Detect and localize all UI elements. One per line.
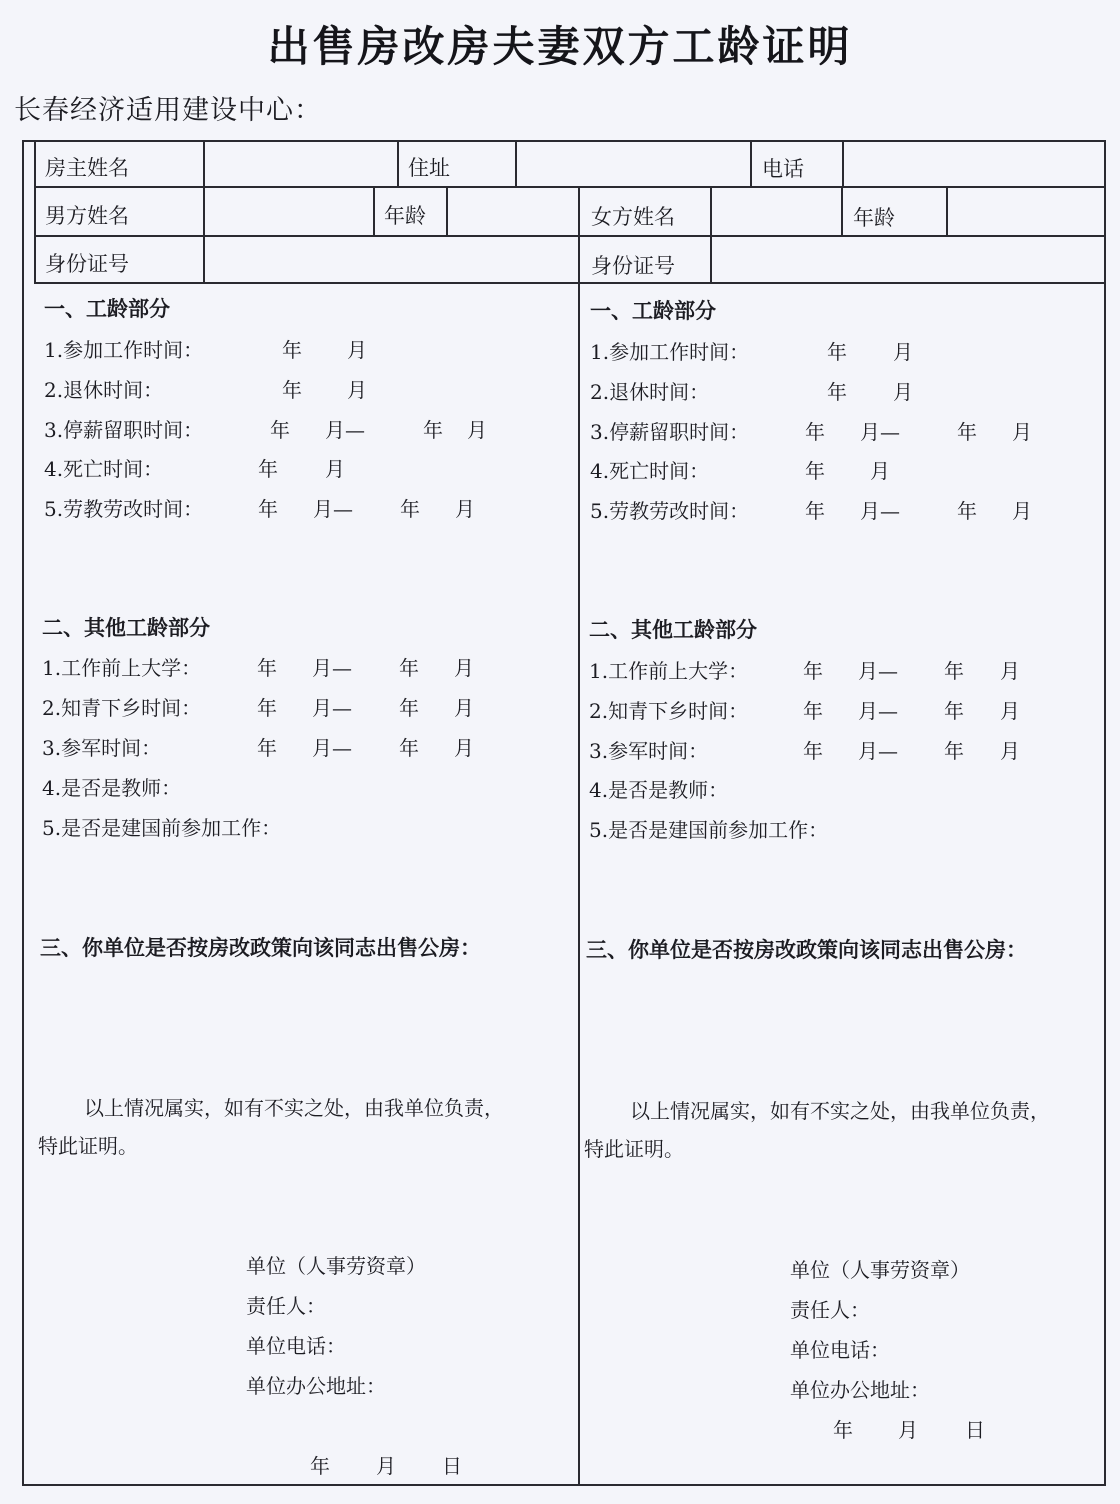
right-sign-phone: 单位电话： — [790, 1338, 890, 1362]
date-month-dash: 月— — [858, 659, 898, 683]
sign-date-year: 年 — [310, 1454, 330, 1478]
date-month-dash: 月— — [860, 420, 900, 444]
col-line-r1-a — [203, 140, 205, 284]
address-label: 住址 — [408, 156, 450, 180]
left-sign-phone: 单位电话： — [246, 1334, 346, 1358]
col-line-r1-c — [515, 140, 517, 187]
date-month: 月 — [1012, 499, 1032, 523]
right-s2-item-1: 1.工作前上大学： — [589, 659, 749, 683]
female-name-label: 女方姓名 — [591, 205, 675, 229]
left-s2-item-5: 5.是否是建国前参加工作： — [42, 816, 282, 840]
right-statement-line1: 以上情况属实，如有不实之处，由我单位负责， — [630, 1099, 1050, 1123]
right-sign-address: 单位办公地址： — [790, 1378, 930, 1402]
left-section1-title: 一、工龄部分 — [44, 296, 170, 321]
right-s1-item-5: 5.劳教劳改时间： — [590, 499, 750, 523]
date-month: 月 — [347, 378, 367, 402]
date-month: 月 — [347, 338, 367, 362]
date-year: 年 — [270, 418, 290, 442]
date-year: 年 — [257, 656, 277, 680]
date-year: 年 — [282, 378, 302, 402]
left-section3-title: 三、你单位是否按房改政策向该同志出售公房： — [40, 935, 481, 960]
left-s2-item-2: 2.知青下乡时间： — [42, 696, 202, 720]
date-month-dash: 月— — [325, 418, 365, 442]
date-month: 月 — [325, 457, 345, 481]
left-sign-person: 责任人： — [246, 1294, 326, 1318]
sign-date-month: 月 — [376, 1454, 396, 1478]
female-id-label: 身份证号 — [591, 254, 675, 278]
col-line-r1-e — [842, 140, 844, 187]
col-line-r1-b — [397, 140, 399, 187]
date-year: 年 — [399, 656, 419, 680]
left-s2-item-3: 3.参军时间： — [42, 736, 162, 760]
col-line-r2-d — [841, 186, 843, 236]
date-month-dash: 月— — [313, 497, 353, 521]
col-line-r1-d — [750, 140, 752, 187]
date-year: 年 — [827, 380, 847, 404]
right-section1-title: 一、工龄部分 — [590, 298, 716, 323]
date-month: 月 — [893, 380, 913, 404]
left-s1-item-5: 5.劳教劳改时间： — [44, 497, 204, 521]
sign-date-day: 日 — [442, 1454, 462, 1478]
date-year: 年 — [258, 497, 278, 521]
date-year: 年 — [257, 736, 277, 760]
date-year: 年 — [944, 659, 964, 683]
left-s2-item-1: 1.工作前上大学： — [42, 656, 202, 680]
date-year: 年 — [805, 459, 825, 483]
male-name-label: 男方姓名 — [45, 204, 129, 228]
right-section2-title: 二、其他工龄部分 — [589, 617, 757, 642]
left-section2-title: 二、其他工龄部分 — [42, 615, 210, 640]
date-year: 年 — [957, 420, 977, 444]
sign-date-day: 日 — [965, 1418, 985, 1442]
left-statement-line2: 特此证明。 — [38, 1134, 138, 1158]
right-s2-item-5: 5.是否是建国前参加工作： — [589, 818, 829, 842]
date-month: 月 — [467, 418, 487, 442]
date-month-dash: 月— — [858, 739, 898, 763]
date-year: 年 — [399, 736, 419, 760]
date-year: 年 — [282, 338, 302, 362]
date-year: 年 — [399, 696, 419, 720]
left-sign-address: 单位办公地址： — [246, 1374, 386, 1398]
right-section3-title: 三、你单位是否按房改政策向该同志出售公房： — [586, 937, 1027, 962]
date-month-dash: 月— — [312, 696, 352, 720]
col-line-r2-b — [446, 186, 448, 236]
date-year: 年 — [803, 699, 823, 723]
date-month-dash: 月— — [860, 499, 900, 523]
date-year: 年 — [423, 418, 443, 442]
date-month-dash: 月— — [858, 699, 898, 723]
date-year: 年 — [957, 499, 977, 523]
sign-date-year: 年 — [833, 1418, 853, 1442]
right-s2-item-2: 2.知青下乡时间： — [589, 699, 749, 723]
date-month: 月 — [454, 656, 474, 680]
right-sign-person: 责任人： — [790, 1298, 870, 1322]
date-month: 月 — [454, 696, 474, 720]
left-sign-unit: 单位（人事劳资章） — [246, 1254, 426, 1278]
row-line-3 — [34, 282, 1106, 284]
date-month: 月 — [455, 497, 475, 521]
date-year: 年 — [805, 420, 825, 444]
date-month: 月 — [870, 459, 890, 483]
date-month: 月 — [893, 340, 913, 364]
date-month: 月 — [1000, 739, 1020, 763]
sign-date-month: 月 — [898, 1418, 918, 1442]
owner-name-label: 房主姓名 — [45, 156, 129, 180]
right-sign-unit: 单位（人事劳资章） — [790, 1258, 970, 1282]
right-statement-line2: 特此证明。 — [584, 1137, 684, 1161]
right-s2-item-4: 4.是否是教师： — [589, 778, 729, 802]
date-year: 年 — [805, 499, 825, 523]
right-s1-item-4: 4.死亡时间： — [590, 459, 710, 483]
date-month: 月 — [454, 736, 474, 760]
date-month-dash: 月— — [312, 656, 352, 680]
date-year: 年 — [803, 659, 823, 683]
left-statement-line1: 以上情况属实，如有不实之处，由我单位负责， — [84, 1096, 504, 1120]
phone-label: 电话 — [762, 157, 804, 181]
left-s2-item-4: 4.是否是教师： — [42, 776, 182, 800]
right-s1-item-1: 1.参加工作时间： — [590, 340, 750, 364]
left-s1-item-3: 3.停薪留职时间： — [44, 418, 204, 442]
center-divider — [578, 186, 580, 1486]
col-line-r2-c — [710, 186, 712, 284]
date-month: 月 — [1000, 699, 1020, 723]
right-s1-item-2: 2.退休时间： — [590, 380, 710, 404]
left-s1-item-4: 4.死亡时间： — [44, 457, 164, 481]
date-year: 年 — [258, 457, 278, 481]
date-year: 年 — [400, 497, 420, 521]
date-month-dash: 月— — [312, 736, 352, 760]
female-age-label: 年龄 — [853, 206, 895, 230]
header-left-border — [34, 140, 36, 284]
date-year: 年 — [944, 739, 964, 763]
left-s1-item-2: 2.退休时间： — [44, 378, 164, 402]
date-month: 月 — [1012, 420, 1032, 444]
right-s2-item-3: 3.参军时间： — [589, 739, 709, 763]
date-year: 年 — [827, 340, 847, 364]
date-year: 年 — [944, 699, 964, 723]
date-month: 月 — [1000, 659, 1020, 683]
right-s1-item-3: 3.停薪留职时间： — [590, 420, 750, 444]
col-line-r2-e — [946, 186, 948, 236]
date-year: 年 — [803, 739, 823, 763]
male-id-label: 身份证号 — [45, 252, 129, 276]
male-age-label: 年龄 — [384, 204, 426, 228]
recipient-line: 长春经济适用建设中心： — [14, 95, 322, 126]
left-s1-item-1: 1.参加工作时间： — [44, 338, 204, 362]
col-line-r2-a — [373, 186, 375, 236]
date-year: 年 — [257, 696, 277, 720]
document-title: 出售房改房夫妻双方工龄证明 — [267, 22, 853, 71]
